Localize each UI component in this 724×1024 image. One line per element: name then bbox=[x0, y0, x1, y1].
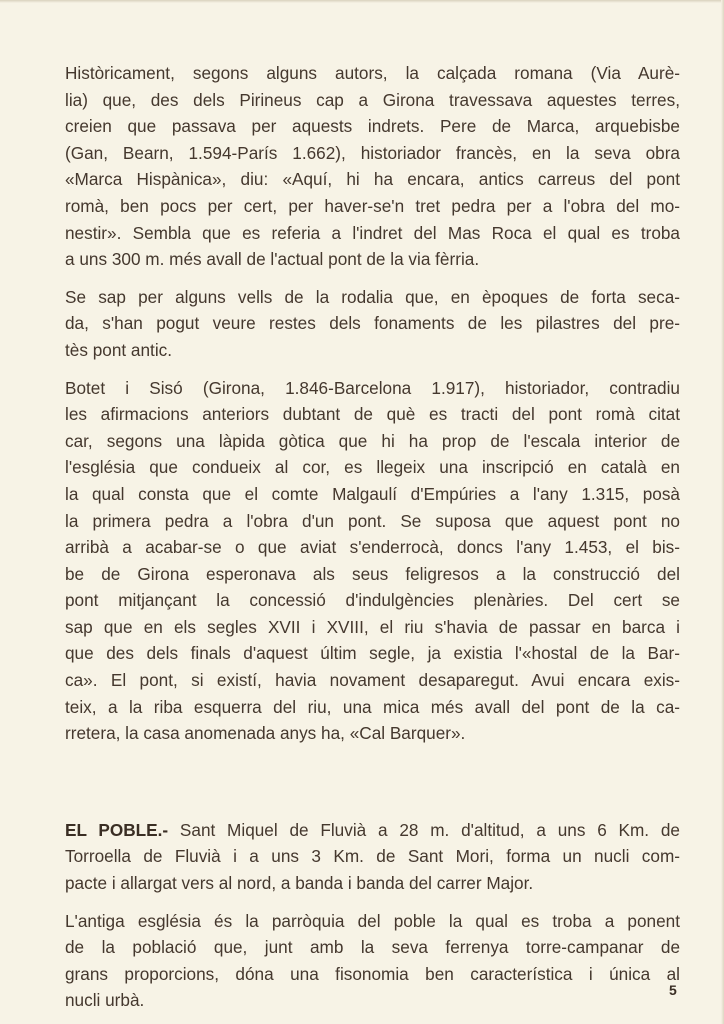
text-line: arribà a acabar-se o que aviat s'enderrocà, doncs l'any 1.453, el bis- bbox=[65, 537, 680, 558]
section-gap bbox=[65, 747, 680, 817]
text-line: lia) que, des dels Pirineus cap a Girona travessava aquestes terres, bbox=[65, 89, 680, 110]
text-line: de la població que, junt amb la seva ferrenya torre-campanar de bbox=[65, 937, 680, 958]
text-line: grans proporcions, dóna una fisonomia ben característica i única al bbox=[65, 963, 680, 984]
text-line bbox=[65, 817, 680, 844]
text-line: Torroella de Fluvià i a uns 3 Km. de Sant Mori, forma un nucli com- bbox=[65, 846, 680, 867]
text-line: (Gan, Bearn, 1.594-París 1.662), historiador francès, en la seva obra bbox=[65, 142, 680, 163]
paragraph-church bbox=[65, 908, 680, 1014]
text-line: la qual consta que el comte Malgaulí d'Empúries a l'any 1.315, posà bbox=[65, 483, 680, 504]
paragraph-botet-siso bbox=[65, 375, 680, 747]
paragraph-gap bbox=[65, 273, 680, 284]
paragraph-drought-remains bbox=[65, 284, 680, 364]
text-line: tès pont antic. bbox=[65, 339, 173, 360]
text-line: car, segons una làpida gòtica que hi ha prop de l'escala interior de bbox=[65, 430, 680, 451]
text-line: les afirmacions anteriors dubtant de què es tracti del pont romà citat bbox=[65, 404, 680, 425]
page-number: 5 bbox=[669, 982, 677, 998]
text-line: Se sap per alguns vells de la rodalia que, en èpoques de forta seca- bbox=[65, 286, 680, 307]
text-line: nucli urbà. bbox=[65, 990, 145, 1011]
text-line: pacte i allargat vers al nord, a banda i banda del carrer Major. bbox=[65, 873, 534, 894]
text-line: pont mitjançant la concessió d'indulgències plenàries. Del cert se bbox=[65, 590, 680, 611]
heading-line-text: Sant Miquel de Fluvià a 28 m. d'altitud, a uns 6 Km. de bbox=[168, 819, 680, 840]
page-content bbox=[65, 60, 680, 1014]
text-line: «Marca Hispànica», diu: «Aquí, hi ha encara, antics carreus del pont bbox=[65, 169, 680, 190]
text-line: be de Girona esperonava als seus feligresos a la construcció del bbox=[65, 563, 680, 584]
paragraph-gap bbox=[65, 897, 680, 908]
text-line: creien que passava per aquests indrets. Pere de Marca, arquebisbe bbox=[65, 116, 680, 137]
text-line: que des dels finals d'aquest últim segle, ja existia l'«hostal de la Bar- bbox=[65, 643, 680, 664]
text-line: Històricament, segons alguns autors, la calçada romana (Via Aurè- bbox=[65, 63, 680, 83]
text-line: sap que en els segles XVII i XVIII, el riu s'havia de passar en barca i bbox=[65, 616, 680, 637]
text-line: a uns 300 m. més avall de l'actual pont de la via fèrria. bbox=[65, 249, 480, 270]
text-line: la primera pedra a l'obra d'un pont. Se suposa que aquest pont no bbox=[65, 510, 680, 531]
text-line: romà, ben pocs per cert, per haver-se'n tret pedra per a l'obra del mo- bbox=[65, 195, 680, 216]
text-line: ca». El pont, si existí, havia novament desaparegut. Avui encara exis- bbox=[65, 670, 680, 691]
text-line: teix, a la riba esquerra del riu, una mica més avall del pont de la ca- bbox=[65, 696, 680, 717]
paragraph-el-poble bbox=[65, 817, 680, 897]
text-line: L'antiga església és la parròquia del poble la qual es troba a ponent bbox=[65, 910, 680, 931]
text-line: l'església que condueix al cor, es llegeix una inscripció en català en bbox=[65, 457, 680, 478]
paragraph-history-road bbox=[65, 60, 680, 273]
page-edge bbox=[0, 0, 724, 3]
paragraph-gap bbox=[65, 364, 680, 375]
text-line: rretera, la casa anomenada anys ha, «Cal Barquer». bbox=[65, 723, 466, 744]
text-line: nestir». Sembla que es referia a l'indret del Mas Roca el qual es troba bbox=[65, 222, 680, 243]
text-line: Botet i Sisó (Girona, 1.846-Barcelona 1.917), historiador, contradiu bbox=[65, 377, 680, 398]
text-line: da, s'han pogut veure restes dels fonaments de les pilastres del pre- bbox=[65, 313, 680, 334]
section-heading: EL POBLE.- bbox=[65, 819, 169, 840]
